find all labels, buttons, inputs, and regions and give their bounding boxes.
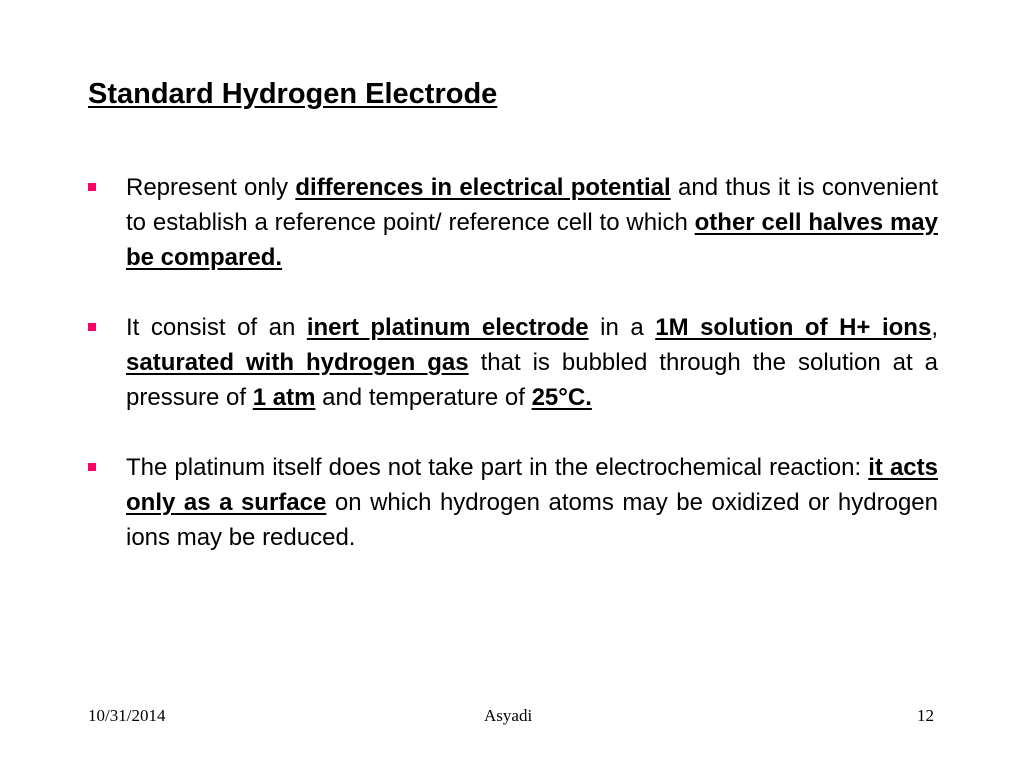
- footer-date: 10/31/2014: [88, 706, 166, 725]
- bullet-segment: and thus it is convenient to establish a reference point/ reference cell to which: [126, 174, 939, 236]
- emphasis-segment: inert platinum electrode: [306, 314, 589, 341]
- bullet-segment: that is bubbled through the solution at a pressure of: [126, 349, 938, 411]
- emphasis-segment: 1 atm: [252, 384, 316, 411]
- emphasis-segment: other cell halves may be compared.: [126, 209, 938, 271]
- square-bullet-icon: [88, 183, 96, 191]
- footer-author: Asyadi: [484, 706, 533, 725]
- emphasis-segment: 1M solution of H+ ions: [655, 314, 932, 341]
- square-bullet-icon: [88, 463, 96, 471]
- bullet-item: [88, 310, 938, 415]
- bullet-segment: ,: [931, 314, 938, 341]
- page-number: 12: [917, 706, 934, 725]
- emphasis-segment: saturated with hydrogen gas: [126, 349, 469, 376]
- bullet-segment: Represent only: [126, 174, 296, 201]
- bullet-list: [88, 170, 938, 555]
- bullet-text: [126, 454, 938, 551]
- slide-title: Standard Hydrogen Electrode: [88, 78, 498, 110]
- emphasis-segment: differences in electrical potential: [295, 174, 671, 201]
- bullet-item: [88, 170, 938, 275]
- bullet-item: [88, 450, 938, 555]
- bullet-text: [126, 174, 938, 271]
- bullet-text: [126, 314, 938, 411]
- square-bullet-icon: [88, 323, 96, 331]
- bullet-segment: and temperature of: [315, 384, 532, 411]
- bullet-segment: It consist of an: [126, 314, 307, 341]
- bullet-segment: The platinum itself does not take part in the electrochemical reaction:: [126, 454, 869, 481]
- emphasis-segment: it acts only as a surface: [126, 454, 938, 516]
- bullet-segment: on which hydrogen atoms may be oxidized or hydrogen ions may be reduced.: [126, 489, 938, 551]
- emphasis-segment: 25°C.: [531, 384, 592, 411]
- bullet-segment: in a: [588, 314, 656, 341]
